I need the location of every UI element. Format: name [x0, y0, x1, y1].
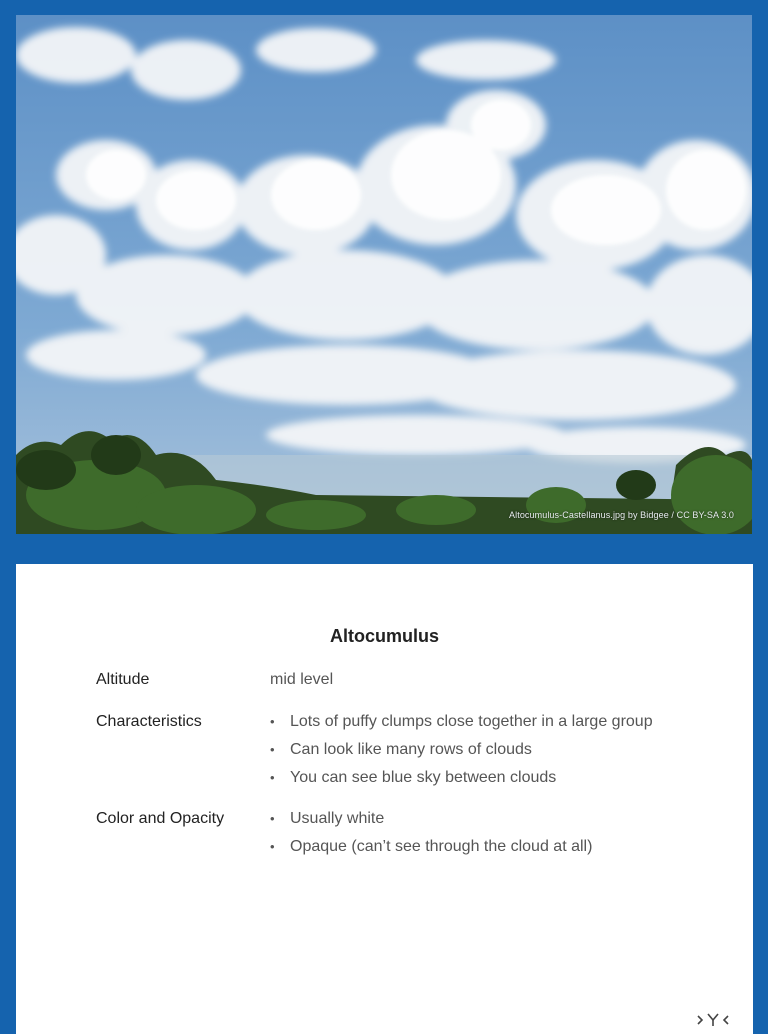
altitude-label: Altitude [96, 671, 150, 688]
characteristics-label: Characteristics [96, 713, 202, 730]
cloud-info-card [16, 564, 753, 1034]
list-item: • Lots of puffy clumps close together in a large group [270, 713, 653, 741]
list-item: • Usually white [270, 810, 592, 838]
list-item: • You can see blue sky between clouds [270, 769, 653, 797]
cloud-photo [16, 15, 752, 534]
color-opacity-list [270, 810, 592, 866]
photo-credit: Altocumulus-Castellanus.jpg by Bidgee / CC BY-SA 3.0 [509, 510, 734, 520]
cloud-type-title: Altocumulus [329, 626, 439, 646]
color-opacity-label: Color and Opacity [96, 810, 225, 827]
characteristics-list [270, 713, 653, 797]
list-item: • Can look like many rows of clouds [270, 741, 653, 769]
altitude-value: mid level [270, 671, 334, 688]
list-item: • Opaque (can’t see through the cloud at all) [270, 838, 592, 866]
altocumulus-sky-image [16, 15, 752, 534]
